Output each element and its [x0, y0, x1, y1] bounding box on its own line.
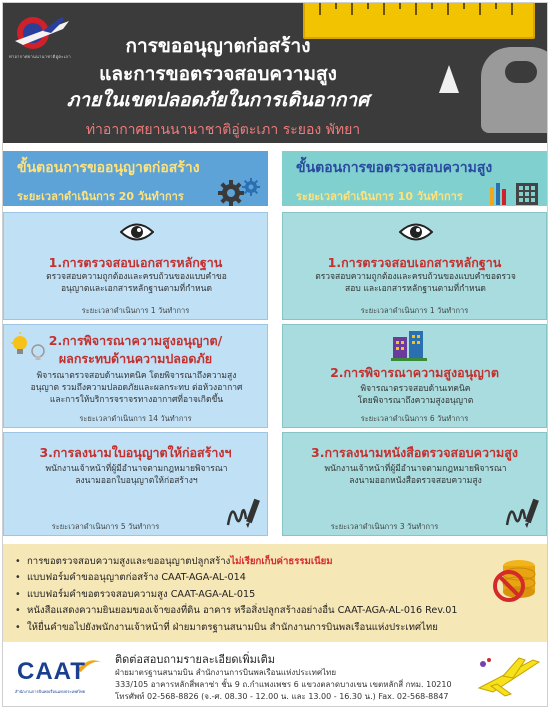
- right-column-duration: ระยะเวลาดำเนินการ 10 วันทำการ: [296, 190, 463, 203]
- weight-icon: [481, 47, 547, 133]
- page-title-line2: และการขอตรวจสอบความสูง: [99, 63, 337, 85]
- left-step-1-card: [3, 212, 268, 320]
- right-step-2-duration: ระยะเวลาดำเนินการ 6 วันทำการ: [360, 414, 469, 423]
- left-step-3-title: 3.การลงนามใบอนุญาตให้ก่อสร้างฯ: [39, 445, 232, 460]
- left-step-3-body-line1: พนักงานเจ้าหน้าที่ผู้มีอำนาจตามกฎหมายพิจารณา: [45, 464, 228, 474]
- left-step-2-body-line2: อนุญาต รวมถึงความปลอดภัยและผลกระทบ ต่อห้วงอากาศ: [30, 383, 243, 393]
- left-step-1-body-line2: อนุญาตและเอกสารหลักฐานตามที่กำหนด: [61, 284, 212, 294]
- gear-icon: [213, 177, 263, 207]
- right-step-3-body-line1: พนักงานเจ้าหน้าที่ผู้มีอำนาจตามกฎหมายพิจารณา: [324, 464, 507, 474]
- right-step-3-title: 3.การลงนามหนังสือตรวจสอบความสูง: [311, 445, 518, 460]
- signature-icon: [505, 495, 543, 531]
- logo-caption: ท่าอากาศยานนานาชาติอู่ตะเภา: [9, 54, 71, 59]
- contact-line2: 333/105 อาคารหลักสี่พลาซ่า ชั้น 9 ถ.กำแพงเพชร 6 แขวงตลาดบางเขน เขตหลักสี่ กทม. 10210: [115, 680, 452, 689]
- no-fee-coins-icon: [489, 554, 541, 606]
- right-step-1-duration: ระยะเวลาดำเนินการ 1 วันทำการ: [360, 306, 469, 315]
- left-step-1-body-line1: ตรวจสอบความถูกต้องและครบถ้วนของแบบคำขอ: [46, 272, 227, 282]
- note-item-submit: • ให้ยื่นคำขอไปยังพนักงานเจ้าหน้าที่ ฝ่ายมาตรฐานสนามบิน สำนักงานการบินพลเรือนแห่งประเทศไทย: [27, 620, 542, 636]
- building-icon: [391, 329, 427, 361]
- note-item-fee: • การขอตรวจสอบความสูงและขออนุญาตปลูกสร้างไม่เรียกเก็บค่าธรรมเนียม: [27, 554, 542, 570]
- page-subtitle: ท่าอากาศยานนานาชาติอู่ตะเภา ระยอง พัทยา: [85, 122, 361, 138]
- notes-list: [27, 554, 542, 636]
- right-column-title: ขั้นตอนการขอตรวจสอบความสูง: [296, 160, 493, 176]
- right-step-3-duration: ระยะเวลาดำเนินการ 3 วันทำการ: [330, 522, 439, 531]
- left-step-2-body-line1: พิจารณาตรวจสอบด้านเทคนิค โดยพิจารณาถึงความสูง: [36, 371, 237, 381]
- right-step-1-body-line1: ตรวจสอบความถูกต้องและครบถ้วนของแบบคำขอตรวจ: [315, 272, 516, 282]
- left-column-duration: ระยะเวลาดำเนินการ 20 วันทำการ: [17, 190, 184, 203]
- building-icon: [488, 179, 542, 207]
- left-step-2-duration: ระยะเวลาดำเนินการ 14 วันทำการ: [79, 414, 192, 423]
- contact-line3: โทรศัพท์ 02-568-8826 (จ.-ศ. 08.30 - 12.00 น. และ 13.00 - 16.30 น.) Fax. 02-568-8847: [115, 692, 449, 701]
- note-item-form-014: • แบบฟอร์มคำขออนุญาตก่อสร้าง CAAT-AGA-AL-014: [27, 570, 542, 586]
- no-fee-highlight: ไม่เรียกเก็บค่าธรรมเนียม: [230, 556, 333, 567]
- page-title-line1: การขออนุญาตก่อสร้าง: [125, 35, 311, 57]
- notes-section: [3, 540, 547, 642]
- right-step-2-card: [282, 324, 547, 428]
- left-step-3-body-line2: ลงนามออกใบอนุญาตให้ก่อสร้างฯ: [75, 476, 198, 486]
- left-column-header: [3, 148, 268, 206]
- footer: [3, 644, 547, 706]
- left-step-1-title: 1.การตรวจสอบเอกสารหลักฐาน: [48, 255, 223, 270]
- right-step-2-body-line2: โดยพิจารณาถึงความสูงอนุญาต: [357, 396, 474, 406]
- left-step-2-body-line3: และการให้บริการจราจรทางอากาศที่อาจเกิดขึ้น: [49, 395, 224, 405]
- page-title-line3: ภายในเขตปลอดภัยในการเดินอากาศ: [66, 89, 370, 111]
- caat-logo-caption: สำนักงานการบินพลเรือนแห่งประเทศไทย: [15, 689, 86, 694]
- contact-title: ติดต่อสอบถามรายละเอียดเพิ่มเติม: [115, 653, 275, 666]
- right-step-2-body-line1: พิจารณาตรวจสอบด้านเทคนิค: [360, 384, 471, 394]
- note-item-form-016: • หนังสือแสดงความยินยอมของเจ้าของที่ดิน อาคาร หรือสิ่งปลูกสร้างอย่างอื่น CAAT-AGA-AL-016 Rev.01: [27, 603, 542, 619]
- eye-icon: [120, 221, 154, 243]
- left-step-2-card: [3, 324, 268, 428]
- eye-icon: [399, 221, 433, 243]
- right-step-2-title: 2.การพิจารณาความสูงอนุญาต: [330, 365, 499, 380]
- header: [3, 3, 547, 143]
- triangle-icon: [439, 65, 459, 93]
- right-column-header: [282, 148, 547, 206]
- left-step-3-duration: ระยะเวลาดำเนินการ 5 วันทำการ: [51, 522, 160, 531]
- right-step-3-card: [282, 432, 547, 536]
- airplane-icon: [473, 650, 543, 700]
- left-step-3-card: [3, 432, 268, 536]
- left-step-2-title-line2: ผลกระทบด้านความปลอดภัย: [58, 351, 213, 366]
- right-step-1-title: 1.การตรวจสอบเอกสารหลักฐาน: [327, 255, 502, 270]
- left-step-1-duration: ระยะเวลาดำเนินการ 1 วันทำการ: [81, 306, 190, 315]
- caat-logo: CAAT: [17, 658, 86, 685]
- contact-line1: ฝ่ายมาตรฐานสนามบิน สำนักงานการบินพลเรือนแห่งประเทศไทย: [115, 668, 336, 677]
- right-step-3-body-line2: ลงนามออกหนังสือตรวจสอบความสูง: [349, 476, 482, 486]
- right-step-1-card: [282, 212, 547, 320]
- note-item-form-015: • แบบฟอร์มคำขอตรวจสอบความสูง CAAT-AGA-AL-015: [27, 587, 542, 603]
- right-step-1-body-line2: สอบ และเอกสารหลักฐานตามที่กำหนด: [345, 284, 486, 294]
- left-column-title: ขั้นตอนการขออนุญาตก่อสร้าง: [17, 160, 200, 176]
- left-step-2-title-line1: 2.การพิจารณาความสูงอนุญาต/: [48, 333, 223, 348]
